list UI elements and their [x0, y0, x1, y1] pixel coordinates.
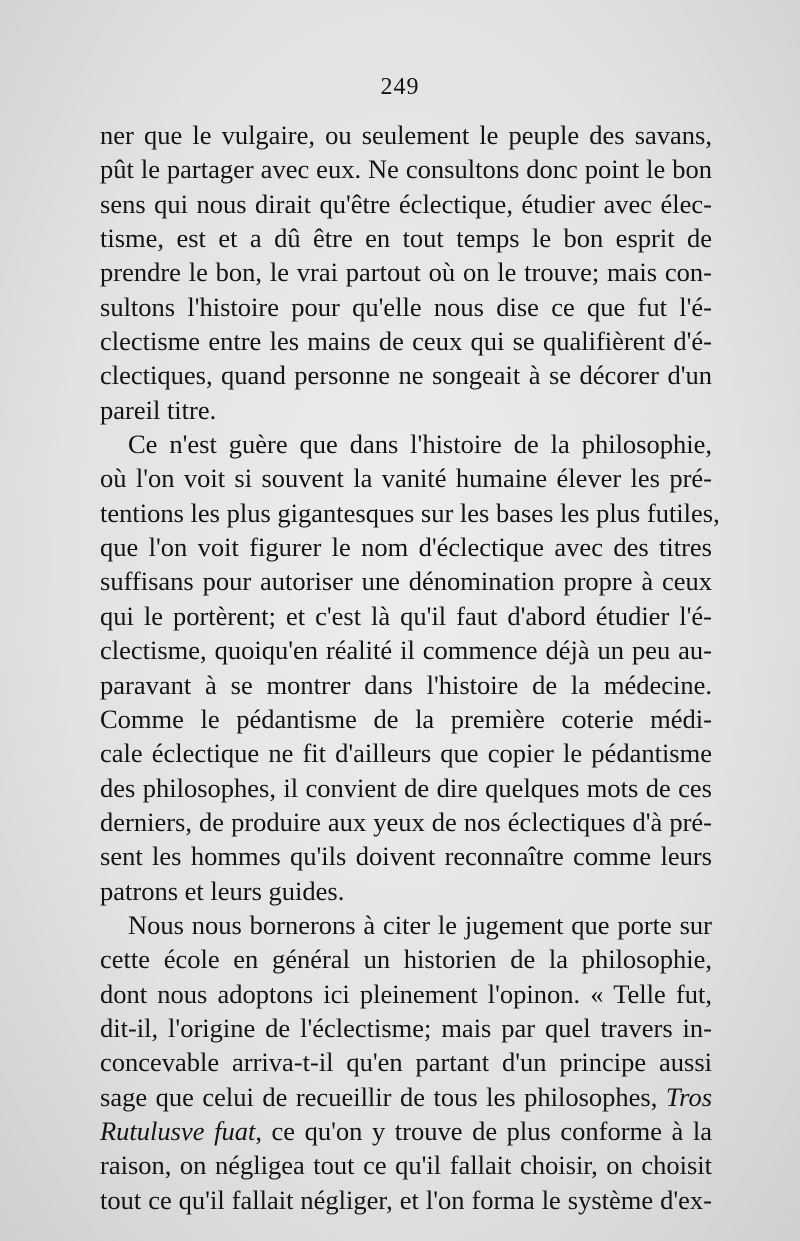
paragraph-start-line: Ce n'est guère que dans l'histoire de la philosophie,	[128, 429, 712, 460]
text-line: tout ce qu'il fallait négliger, et l'on forma le système d'ex-	[100, 1184, 712, 1215]
text-line: clectiques, quand personne ne songeait à se décorer d'un	[100, 360, 712, 391]
text-line: tentions les plus gigantesques sur les bases les plus futiles,	[100, 497, 720, 528]
text-line: sent les hommes qu'ils doivent reconnaître comme leurs	[100, 841, 712, 872]
text-line: pût le partager avec eux. Ne consultons donc point le bon	[100, 154, 712, 185]
text-line: Comme le pédantisme de la première coterie médi-	[100, 703, 712, 734]
text-line: dit-il, l'origine de l'éclectisme; mais par quel travers in-	[100, 1012, 712, 1043]
text-line: que l'on voit figurer le nom d'éclectique avec des titres	[100, 532, 712, 563]
text-line: qui le portèrent; et c'est là qu'il faut d'abord étudier l'é-	[100, 600, 712, 631]
text-line: clectisme entre les mains de ceux qui se qualifièrent d'é-	[100, 326, 712, 357]
text-line: ner que le vulgaire, ou seulement le peuple des savans,	[100, 120, 712, 150]
text-line: sultons l'histoire pour qu'elle nous dise ce que fut l'é-	[100, 291, 712, 322]
page-number: 249	[380, 74, 420, 100]
italic-segment: Tros	[665, 1081, 713, 1112]
text-line: cette école en général un historien de la philosophie,	[100, 944, 712, 975]
text-line: paravant à se montrer dans l'histoire de la médecine.	[100, 669, 712, 700]
text-line: suffisans pour autoriser une dénomination propre à ceux	[100, 566, 712, 597]
text-line: concevable arriva-t-il qu'en partant d'un principe aussi	[100, 1047, 712, 1078]
text-line: dont nous adoptons ici pleinement l'opinon. « Telle fut,	[100, 978, 712, 1009]
text-line: des philosophes, il convient de dire quelques mots de ces	[100, 772, 712, 803]
paragraph-start-line: Nous nous bornerons à citer le jugement que porte sur	[128, 909, 712, 940]
body-text	[100, 118, 720, 1217]
text-line: sens qui nous dirait qu'être éclectique, étudier avec élec-	[100, 188, 712, 219]
text-line: où l'on voit si souvent la vanité humaine élever les pré-	[100, 463, 712, 494]
text-line	[100, 1114, 712, 1148]
text-line: derniers, de produire aux yeux de nos éclectiques d'à pré-	[100, 806, 712, 837]
text-line: raison, on négligea tout ce qu'il fallait choisir, on choisit	[100, 1150, 712, 1181]
text-line: pareil titre.	[100, 394, 217, 425]
text-line: tisme, est et a dû être en tout temps le bon esprit de	[100, 223, 712, 254]
text-line: cale éclectique ne fit d'ailleurs que copier le pédantisme	[100, 738, 712, 769]
italic-segment: Rutulusve fuat	[100, 1115, 256, 1146]
text-segment: sage que celui de recueillir de tous les philosophes,	[100, 1081, 658, 1112]
text-line: clectisme, quoiqu'en réalité il commence déjà un peu au-	[100, 635, 712, 666]
text-line	[100, 1080, 712, 1114]
text-line: prendre le bon, le vrai partout où on le trouve; mais con-	[100, 257, 712, 288]
text-segment: , ce qu'on y trouve de plus conforme à la	[255, 1115, 712, 1146]
text-line: patrons et leurs guides.	[100, 875, 345, 906]
